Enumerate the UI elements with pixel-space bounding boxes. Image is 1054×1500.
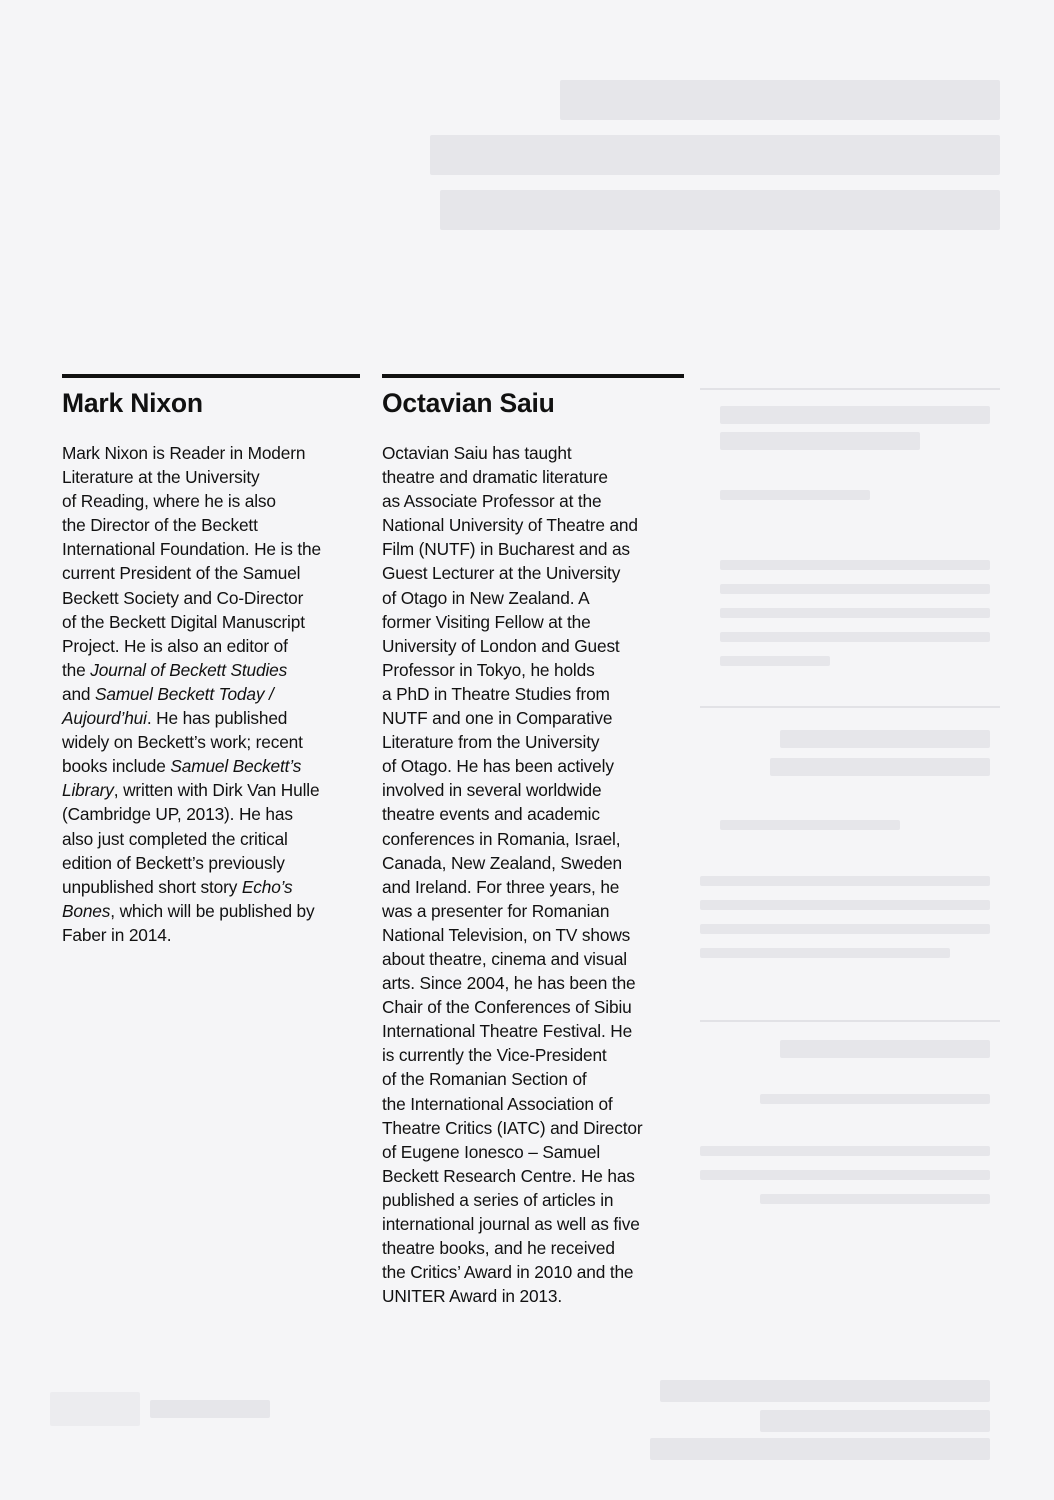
text-line xyxy=(382,610,684,634)
text-line xyxy=(382,586,684,610)
text-run: the xyxy=(62,659,91,680)
text-run: UNITER Award in 2013. xyxy=(382,1286,562,1307)
text-run: former Visiting Fellow at the xyxy=(382,611,591,632)
text-run: Octavian Saiu has taught xyxy=(382,443,572,463)
text-line xyxy=(382,1092,684,1116)
text-run: a PhD in Theatre Studies from xyxy=(382,683,610,704)
text-line xyxy=(62,923,360,947)
text-line xyxy=(382,1067,684,1091)
text-line xyxy=(382,923,684,947)
text-line xyxy=(382,778,684,802)
text-run: and Ireland. For three years, he xyxy=(382,876,620,897)
text-run: National Television, on TV shows xyxy=(382,924,631,945)
text-run: Chair of the Conferences of Sibiu xyxy=(382,997,632,1018)
text-line xyxy=(382,802,684,826)
text-run: of Eugene Ionesco – Samuel xyxy=(382,1141,601,1162)
text-line xyxy=(62,827,360,851)
text-run: Professor in Tokyo, he holds xyxy=(382,659,595,680)
bio-octavian-saiu xyxy=(382,374,684,1308)
text-run: of Otago. He has been actively xyxy=(382,756,614,777)
text-run: Faber in 2014. xyxy=(62,924,172,945)
text-line xyxy=(62,706,360,730)
text-run: the Critics’ Award in 2010 and the xyxy=(382,1262,634,1283)
text-run: , which will be published by xyxy=(110,900,315,921)
text-line xyxy=(382,1164,684,1188)
text-run: arts. Since 2004, he has been the xyxy=(382,973,636,994)
text-line xyxy=(382,1043,684,1067)
text-line xyxy=(382,658,684,682)
text-line xyxy=(382,1260,684,1284)
text-line xyxy=(62,875,360,899)
text-run: widely on Beckett’s work; recent xyxy=(62,732,303,753)
text-run: unpublished short story xyxy=(62,876,242,897)
text-run: of Otago in New Zealand. A xyxy=(382,587,590,608)
text-line xyxy=(62,899,360,923)
text-run: Guest Lecturer at the University xyxy=(382,563,621,584)
text-line xyxy=(62,802,360,826)
text-run: (Cambridge UP, 2013). He has xyxy=(62,804,293,825)
text-line xyxy=(62,465,360,489)
text-run: , written with Dirk Van Hulle xyxy=(113,780,320,801)
italic-title: Aujourd’hui xyxy=(62,708,147,729)
text-run: theatre and dramatic literature xyxy=(382,467,608,488)
text-run: about theatre, cinema and visual xyxy=(382,948,627,969)
text-line xyxy=(62,561,360,585)
text-run: Literature at the University xyxy=(62,467,260,488)
text-run: Beckett Research Centre. He has xyxy=(382,1165,635,1186)
bio-text xyxy=(382,441,684,1308)
text-line xyxy=(382,1116,684,1140)
text-run: as Associate Professor at the xyxy=(382,491,602,512)
text-run: University of London and Guest xyxy=(382,635,620,656)
text-run: current President of the Samuel xyxy=(62,563,301,584)
text-run: . He has published xyxy=(146,708,288,729)
text-line xyxy=(62,634,360,658)
italic-title: Bones xyxy=(62,900,111,921)
bio-heading: Octavian Saiu xyxy=(382,388,555,418)
text-line xyxy=(382,706,684,730)
bio-heading: Mark Nixon xyxy=(62,388,203,418)
italic-title: Samuel Beckett’s xyxy=(170,756,302,777)
text-run: the International Association of xyxy=(382,1093,613,1114)
text-line xyxy=(382,465,684,489)
text-line xyxy=(382,1140,684,1164)
text-line xyxy=(62,658,360,682)
text-run: the Director of the Beckett xyxy=(62,515,258,536)
text-run: was a presenter for Romanian xyxy=(382,900,610,921)
text-line xyxy=(382,995,684,1019)
text-run: and xyxy=(62,683,96,704)
italic-title: Samuel Beckett Today / xyxy=(95,683,274,704)
text-run: conferences in Romania, Israel, xyxy=(382,828,621,849)
italic-title: Echo’s xyxy=(241,876,293,897)
text-line xyxy=(62,586,360,610)
text-line xyxy=(62,537,360,561)
text-line xyxy=(62,610,360,634)
text-line xyxy=(62,754,360,778)
text-run: Project. He is also an editor of xyxy=(62,635,288,656)
text-line xyxy=(62,513,360,537)
text-line xyxy=(382,947,684,971)
italic-title: Library xyxy=(62,780,114,801)
text-run: theatre books, and he received xyxy=(382,1238,615,1259)
italic-title: Journal of Beckett Studies xyxy=(90,659,288,680)
text-line xyxy=(62,682,360,706)
text-line xyxy=(382,851,684,875)
text-line xyxy=(382,634,684,658)
text-run: Canada, New Zealand, Sweden xyxy=(382,852,622,873)
text-line xyxy=(382,489,684,513)
bio-text xyxy=(62,441,360,947)
text-run: of Reading, where he is also xyxy=(62,491,276,512)
text-run: Literature from the University xyxy=(382,732,600,753)
text-line xyxy=(382,730,684,754)
text-run: books include xyxy=(62,756,171,777)
text-line xyxy=(382,899,684,923)
text-run: also just completed the critical xyxy=(62,828,288,849)
text-line xyxy=(382,1188,684,1212)
text-run: International Foundation. He is the xyxy=(62,539,321,560)
text-run: international journal as well as five xyxy=(382,1214,640,1234)
text-run: is currently the Vice-President xyxy=(382,1045,607,1066)
text-line xyxy=(62,441,360,465)
text-line xyxy=(62,730,360,754)
text-run: NUTF and one in Comparative xyxy=(382,708,613,729)
text-line xyxy=(382,754,684,778)
text-line xyxy=(62,489,360,513)
text-line xyxy=(382,682,684,706)
text-run: Mark Nixon is Reader in Modern xyxy=(62,443,306,463)
text-line xyxy=(382,1212,684,1236)
text-run: Film (NUTF) in Bucharest and as xyxy=(382,539,630,560)
text-line xyxy=(382,1284,684,1308)
text-run: Beckett Society and Co-Director xyxy=(62,587,304,608)
text-run: theatre events and academic xyxy=(382,804,600,825)
text-run: edition of Beckett’s previously xyxy=(62,852,285,873)
text-line xyxy=(382,441,684,465)
text-line xyxy=(382,875,684,899)
text-line xyxy=(382,1236,684,1260)
bio-mark-nixon xyxy=(62,374,360,947)
text-run: National University of Theatre and xyxy=(382,515,638,536)
text-line xyxy=(382,561,684,585)
text-line xyxy=(62,778,360,802)
text-run: of the Beckett Digital Manuscript xyxy=(62,611,305,632)
text-run: involved in several worldwide xyxy=(382,780,602,801)
text-run: of the Romanian Section of xyxy=(382,1069,587,1090)
text-line xyxy=(382,537,684,561)
text-line xyxy=(382,827,684,851)
heading-rule xyxy=(62,374,360,378)
text-run: published a series of articles in xyxy=(382,1189,614,1210)
text-run: International Theatre Festival. He xyxy=(382,1021,633,1042)
text-line xyxy=(382,1019,684,1043)
text-line xyxy=(382,513,684,537)
text-run: Theatre Critics (IATC) and Director xyxy=(382,1117,643,1138)
text-line xyxy=(62,851,360,875)
heading-rule xyxy=(382,374,684,378)
text-line xyxy=(382,971,684,995)
